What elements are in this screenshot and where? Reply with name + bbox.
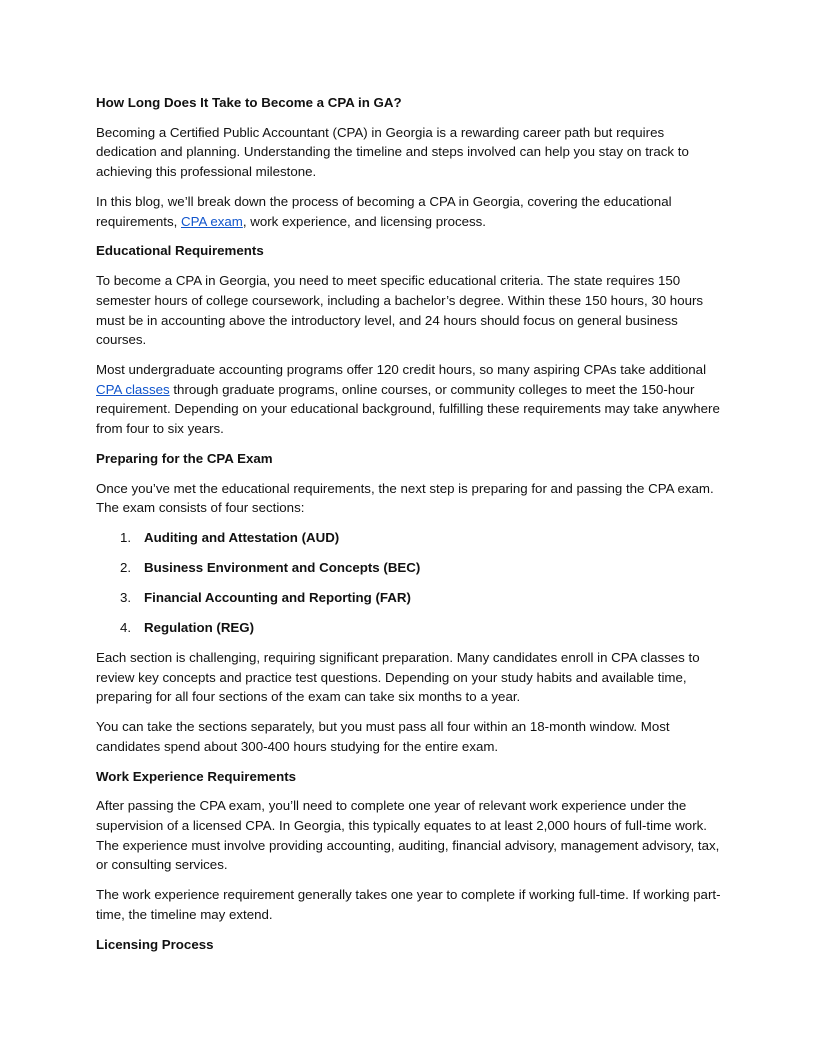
education-p2-text-after: through graduate programs, online courses, or community colleges to meet the 150-hour requirement. Depending on your educational background, fulfilling these requirements may take anywhere from four to six years. xyxy=(96,381,720,436)
education-paragraph-1: To become a CPA in Georgia, you need to meet specific educational criteria. The state requires 150 semester hours of college coursework, including a bachelor’s degree. Within these 150 hours, 30 hours must be in accounting above the introductory level, and 24 hours should focus on general business courses. xyxy=(96,273,704,348)
document-page xyxy=(96,93,722,965)
licensing-heading: Licensing Process xyxy=(96,936,214,952)
blog-intro-text-before: In this blog, we’ll break down the process of becoming a CPA in Georgia, covering the educational requirements, xyxy=(96,193,672,229)
list-item-number: 3. xyxy=(120,590,132,606)
list-item xyxy=(96,528,722,548)
cpa-exam-link[interactable]: CPA exam xyxy=(181,213,243,229)
exam-heading: Preparing for the CPA Exam xyxy=(96,450,273,466)
list-item-label: Auditing and Attestation (AUD) xyxy=(144,530,340,546)
exam-paragraph-3: You can take the sections separately, but you must pass all four within an 18-month window. Most candidates spend about 300-400 hours studying for the entire exam. xyxy=(96,719,670,754)
list-item-label: Financial Accounting and Reporting (FAR) xyxy=(144,590,411,606)
education-paragraph-2 xyxy=(96,360,722,438)
exam-paragraph-1: Once you’ve met the educational requirements, the next step is preparing for and passing the CPA exam. The exam consists of four sections: xyxy=(96,480,714,516)
exam-paragraph-2: Each section is challenging, requiring significant preparation. Many candidates enroll in CPA classes to review key concepts and practice test questions. Depending on your study habits and available time, preparing for all four sections of the exam can take six months to a year. xyxy=(96,650,700,705)
list-item-number: 1. xyxy=(120,530,132,546)
work-paragraph-1: After passing the CPA exam, you’ll need to complete one year of relevant work experience under the supervision of a licensed CPA. In Georgia, this typically equates to at least 2,000 hours of full-time work. The experience must involve providing accounting, auditing, financial advisory, management advisory, tax, or consulting services. xyxy=(96,798,720,873)
list-item-label: Regulation (REG) xyxy=(144,620,255,636)
page-title: How Long Does It Take to Become a CPA in GA? xyxy=(96,95,402,110)
list-item xyxy=(96,558,722,578)
list-item-number: 2. xyxy=(120,560,132,576)
exam-sections-list xyxy=(96,528,722,638)
list-item-label: Business Environment and Concepts (BEC) xyxy=(144,560,421,576)
list-item xyxy=(96,618,722,638)
blog-intro-paragraph xyxy=(96,192,722,231)
blog-intro-text-after: , work experience, and licensing process. xyxy=(242,213,487,229)
list-item-number: 4. xyxy=(120,620,132,636)
list-item xyxy=(96,588,722,608)
cpa-classes-link[interactable]: CPA classes xyxy=(96,381,170,397)
education-heading: Educational Requirements xyxy=(96,243,264,259)
work-paragraph-2: The work experience requirement generally takes one year to complete if working full-time. If working part-time, the timeline may extend. xyxy=(96,887,721,922)
work-heading: Work Experience Requirements xyxy=(96,768,297,784)
education-p2-text-before: Most undergraduate accounting programs offer 120 credit hours, so many aspiring CPAs take additional xyxy=(96,362,707,378)
intro-paragraph: Becoming a Certified Public Accountant (CPA) in Georgia is a rewarding career path but requires dedication and planning. Understanding the timeline and steps involved can help you stay on track to achieving this professional milestone. xyxy=(96,124,689,180)
